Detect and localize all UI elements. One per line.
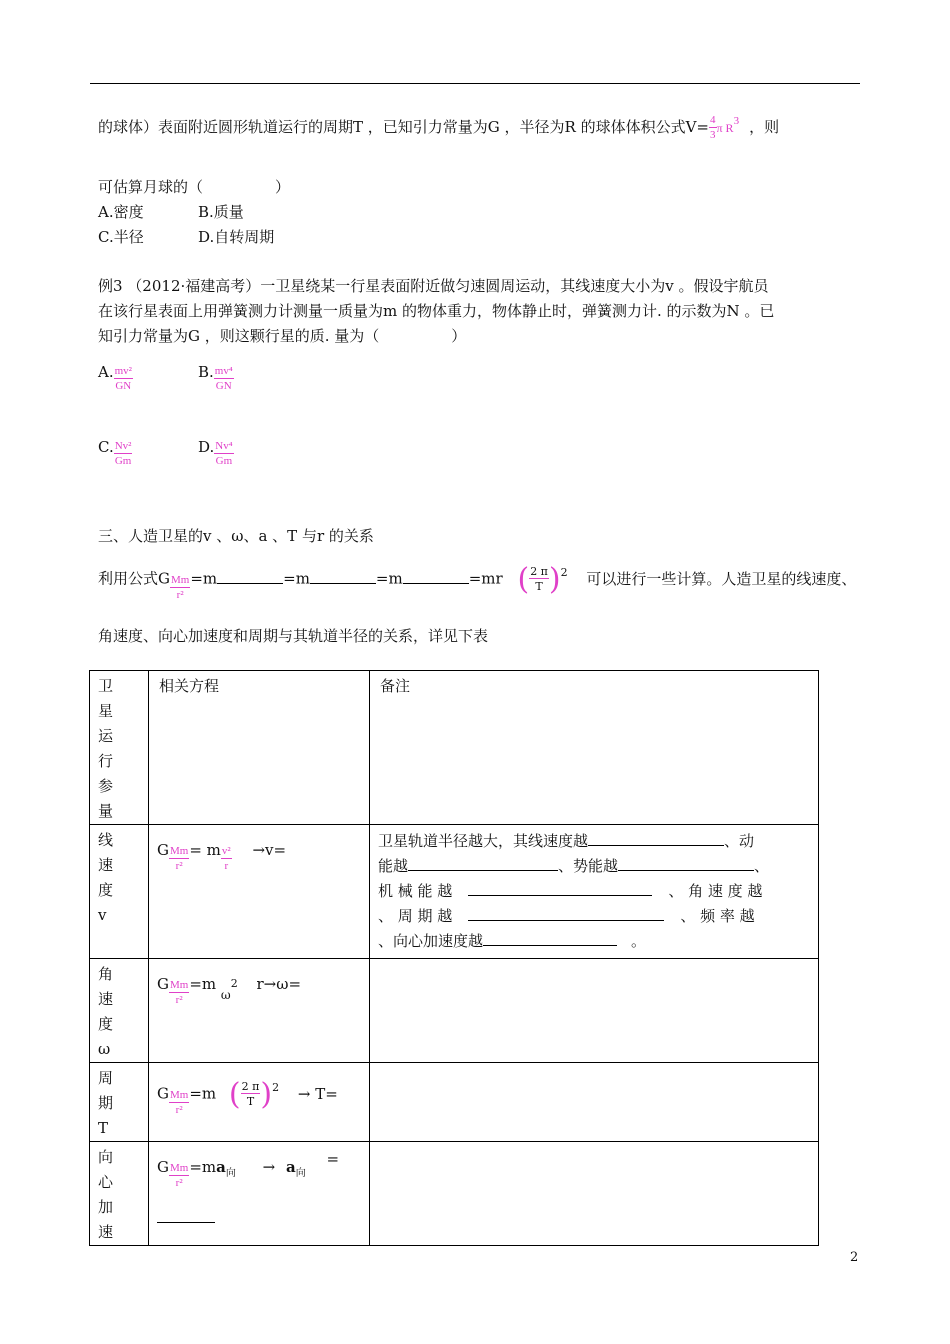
- row-acceleration-notes: [370, 1142, 819, 1246]
- q3-line1: 例3 （2012·福建高考）一卫星绕某一行星表面附近做匀速圆周运动，其线速度大小为v 。假设宇航员: [98, 277, 769, 295]
- row-angular-equation: G $\frac{Mm}{\text{r²}}$ =m $_\omega$2 r→ω=: [149, 959, 370, 1063]
- satellite-parameters-table: [89, 670, 819, 1246]
- q2-line1: 的球体）表面附近圆形轨道运行的周期T ，已知引力常量为G ，半径为R 的球体体积公式V= $\frac{4}{3}$ π R3 ，则: [98, 114, 780, 141]
- header-equation: 相关方程: [149, 671, 370, 825]
- q3-option-a: A. $\frac{\text{mv²}}{GN}$: [98, 363, 132, 392]
- q3-line3: 知引力常量为G ，则这颗行星的质. 量为（ ）: [98, 327, 467, 345]
- q3-option-b: B. $\frac{\text{mv⁴}}{GN}$: [198, 363, 233, 392]
- header-param: 卫星运行参量: [90, 671, 149, 825]
- table-row-angular-velocity: [90, 959, 819, 1063]
- row-period-label: 周期T: [90, 1063, 149, 1142]
- row-angular-notes: [370, 959, 819, 1063]
- table-row-velocity: [90, 825, 819, 959]
- row-angular-label: 角速度ω: [90, 959, 149, 1063]
- section-heading: 三、人造卫星的v 、ω、a 、T 与r 的关系: [98, 527, 374, 545]
- table-header-row: [90, 671, 819, 825]
- row-period-notes: [370, 1063, 819, 1142]
- row-acceleration-label: 向心加速: [90, 1142, 149, 1246]
- header-notes: 备注: [370, 671, 819, 825]
- row-velocity-notes: 卫星轨道半径越大，其线速度越 、动 能越 、势能越 、 机 械 能 越 、 角 速 度 越 、 周 期 越 、 频 率 越 、向心加速度越 。: [370, 825, 819, 959]
- section-line2: 角速度、向心加速度和周期与其轨道半径的关系，详见下表: [98, 627, 489, 645]
- section-formula-line: 利用公式G $\frac{Mm}{\text{r²}}$ =m =m =m =mr ( $\frac{2 \pi}{T}$ )$^2$ 可以进行一些计算。人造卫星的线速度、: [98, 562, 857, 601]
- row-velocity-label: 线速度v: [90, 825, 149, 959]
- q3-line2: 在该行星表面上用弹簧测力计测量一质量为m 的物体重力，物体静止时，弹簧测力计. 的示数为N 。已: [98, 302, 775, 320]
- q2-option-c: C.半径: [98, 228, 144, 246]
- q2-option-b: B.质量: [198, 203, 244, 221]
- row-velocity-equation: G $\frac{Mm}{\text{r²}}$ = m $\frac{\text{v²}}{r}$ →v=: [149, 825, 370, 959]
- page-number: 2: [850, 1250, 859, 1265]
- q2-option-a: A.密度: [98, 203, 144, 221]
- q3-option-d: D. $\frac{\text{Nv⁴}}{Gm}$: [198, 438, 233, 467]
- row-period-equation: G $\frac{Mm}{\text{r²}}$ =m ( $\frac{2 \pi}{T}$ )$^2$ → T=: [149, 1063, 370, 1142]
- table-row-period: [90, 1063, 819, 1142]
- row-acceleration-equation: G $\frac{Mm}{\text{r²}}$ $=ma_向 \to a_向$ =: [149, 1142, 370, 1246]
- header-rule: [90, 83, 860, 84]
- q3-option-c: C. $\frac{\text{Nv²}}{Gm}$: [98, 438, 132, 467]
- q2-option-d: D.自转周期: [198, 228, 275, 246]
- q2-line2: 可估算月球的（ ）: [98, 178, 291, 196]
- table-row-acceleration: [90, 1142, 819, 1246]
